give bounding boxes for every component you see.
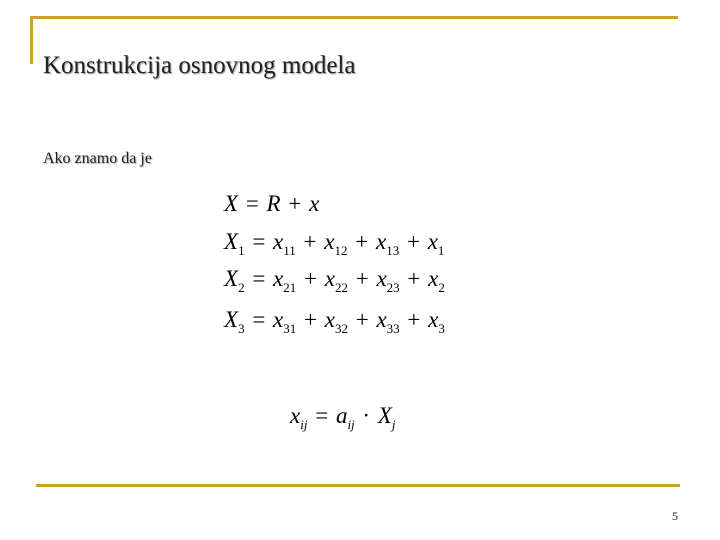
- slide-bottom-rule: [36, 484, 680, 487]
- equation-row-2: $X_2 = x_{21} + x_{22} + x_{23} + x_2$: [224, 266, 445, 295]
- intro-text: Ako znamo da je: [43, 150, 152, 167]
- page-number: 5: [672, 509, 678, 523]
- equation-total: X = R + x: [224, 191, 320, 216]
- slide-left-rule: [30, 16, 33, 64]
- slide-title: Konstrukcija osnovnog modela: [43, 52, 356, 79]
- slide-top-rule: [30, 16, 678, 19]
- equation-coefficient: $x_{ij} = a_{ij} \cdot X_j$: [290, 403, 396, 432]
- equation-row-3: $X_3 = x_{31} + x_{32} + x_{33} + x_3$: [224, 307, 445, 336]
- equation-row-1: $X_1 = x_{11} + x_{12} + x_{13} + x_1$: [224, 229, 445, 258]
